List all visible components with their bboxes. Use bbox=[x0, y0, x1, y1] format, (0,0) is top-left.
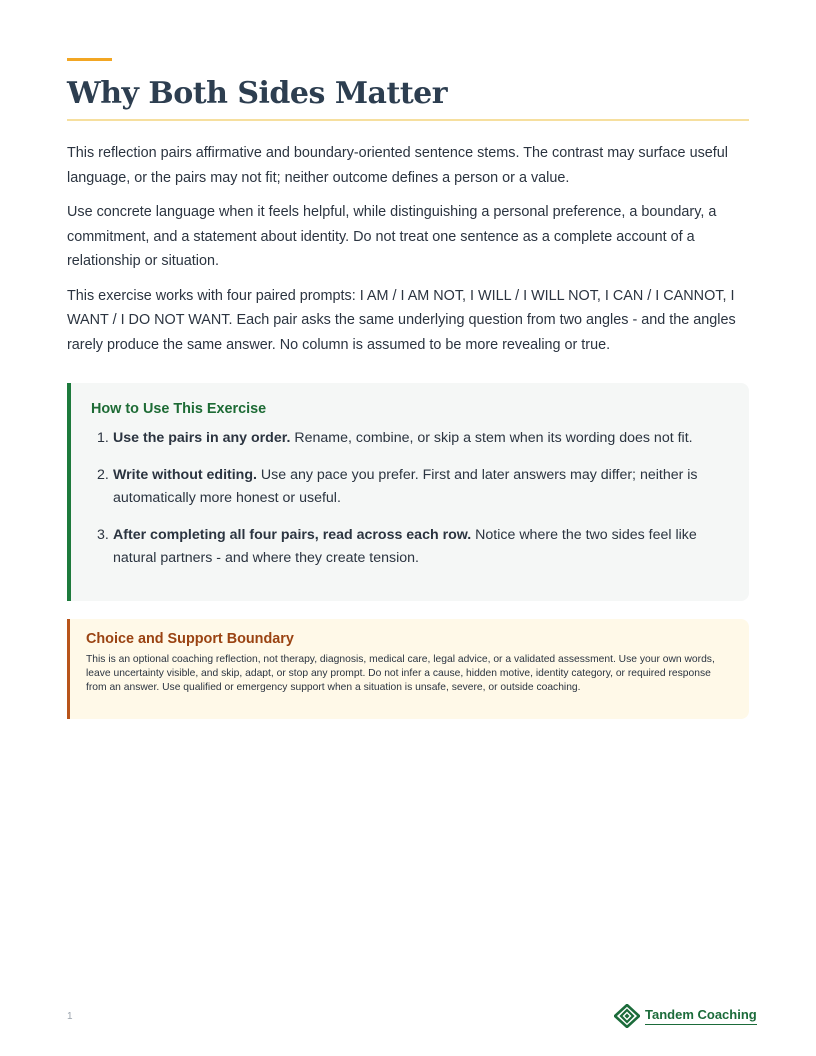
how-to-step-1 bbox=[91, 427, 729, 450]
page-number: 1 bbox=[67, 1011, 73, 1022]
diamond-logo-icon bbox=[614, 1004, 640, 1028]
step-text: Notice where the two sides feel like natural partners - and where they create tension. bbox=[113, 527, 697, 566]
step-text: Rename, combine, or skip a stem when its wording does not fit. bbox=[290, 430, 693, 446]
intro-paragraph-2: Use concrete language when it feels helpful, while distinguishing a personal preference, a boundary, a commitment, and a statement about identity. Do not treat one sentence as a complete account of a relationship or situation. bbox=[67, 204, 717, 269]
page-title: Why Both Sides Matter bbox=[67, 76, 448, 111]
step-lead: Use the pairs in any order. bbox=[113, 430, 291, 446]
how-to-step-3 bbox=[91, 524, 729, 570]
boundary-text: This is an optional coaching reflection, not therapy, diagnosis, medical care, legal advice, or a validated assessment. Use your own words, leave uncertainty visible, and skip, adapt, or stop any prompt. Do not infer a cause, hidden motive, identity category, or required response from an answer. Use qualified or emergency support when a situation is unsafe, severe, or outside coaching. bbox=[86, 654, 715, 693]
step-lead: After completing all four pairs, read across each row. bbox=[113, 527, 472, 543]
step-number: 3. bbox=[97, 527, 109, 543]
brand-footer bbox=[614, 1003, 757, 1029]
step-number: 1. bbox=[97, 430, 109, 446]
how-to-step-2 bbox=[91, 464, 729, 510]
intro-section bbox=[67, 141, 749, 367]
title-divider bbox=[67, 119, 749, 121]
step-number: 2. bbox=[97, 467, 109, 483]
intro-paragraph-1: This reflection pairs affirmative and boundary-oriented sentence stems. The contrast may surface useful language, or the pairs may not fit; neither outcome defines a person or a value. bbox=[67, 145, 728, 186]
boundary-heading: Choice and Support Boundary bbox=[86, 631, 294, 647]
how-to-callout bbox=[67, 383, 749, 601]
support-boundary-callout bbox=[67, 619, 749, 719]
how-to-steps bbox=[91, 427, 729, 570]
how-to-heading: How to Use This Exercise bbox=[91, 401, 267, 417]
step-text: Use any pace you prefer. First and later answers may differ; neither is automatically more honest or useful. bbox=[113, 467, 698, 506]
title-accent-bar bbox=[67, 58, 112, 61]
step-lead: Write without editing. bbox=[113, 467, 257, 483]
brand-name: Tandem Coaching bbox=[645, 1006, 757, 1025]
intro-paragraph-3: This exercise works with four paired prompts: I AM / I AM NOT, I WILL / I WILL NOT, I CAN / I CANNOT, I WANT / I DO NOT WANT. Each pair asks the same underlying question from two angles - and the angles rarely produce the same answer. No column is assumed to be more revealing or true. bbox=[67, 287, 736, 353]
